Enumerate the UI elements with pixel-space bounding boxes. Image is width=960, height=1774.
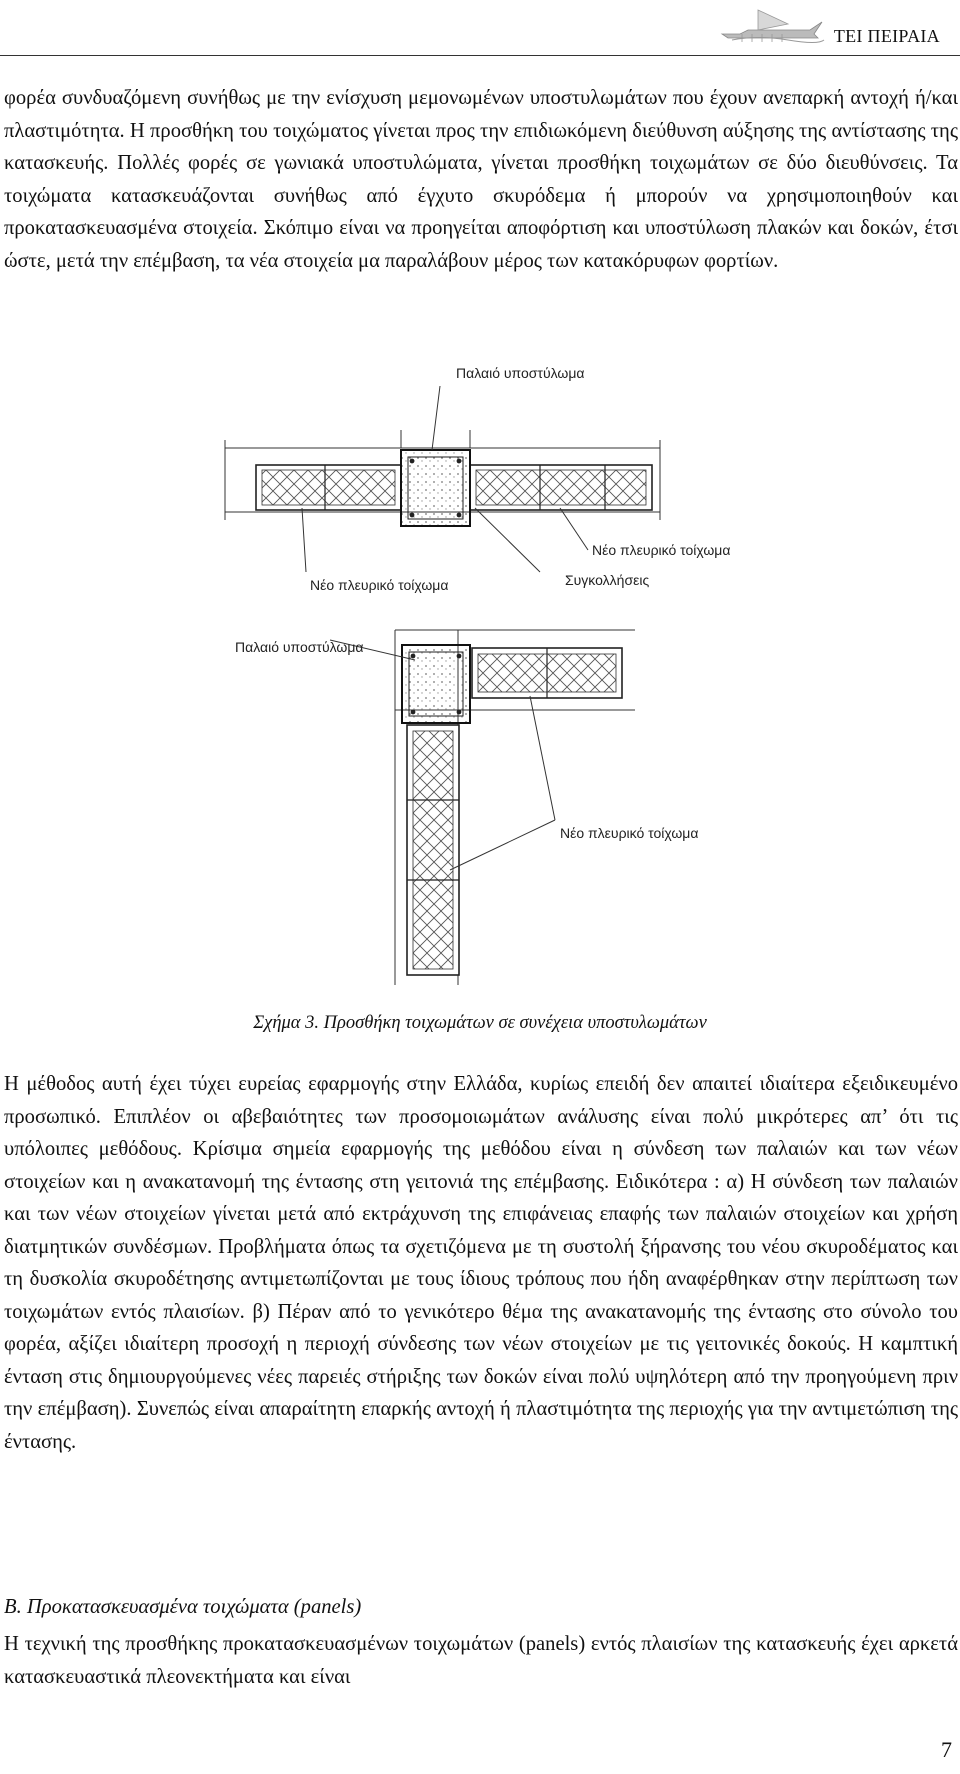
section-heading-b: Β. Προκατασκευασμένα τοιχώματα (panels) (4, 1596, 362, 1618)
paragraph-1: φορέα συνδυαζόμενη συνήθως με την ενίσχυση μεμονωμένων υποστυλωμάτων που έχουν ανεπαρκή αντοχή ή/και πλαστιμότητα. Η προσθήκη του τοιχώματος γίνεται προς την επιδιωκόμενη διεύθυνση αύξησης της αντίστασης της κατασκευής. Πολλές φορές σε γωνιακά υποστυλώματα, γίνεται προσθήκη τοιχωμάτων σε δύο διευθύνσεις. Τα τοιχώματα κατασκευάζονται συνήθως από έγχυτο σκυρόδεμα ή μπορούν να χρησιμοποιηθούν και προκατασκευασμένα στοιχεία. Σκόπιμο είναι να προηγείται αποφόρτιση και υποστύλωση πλακών και δοκών, έτσι ώστε, μετά την επέμβαση, τα νέα στοιχεία μα παραλάβουν μέρος των κατακόρυφων φορτίων. (4, 87, 958, 272)
label-old-column-top: Παλαιό υποστύλωμα (456, 365, 585, 381)
ship-logo-icon (718, 4, 828, 44)
institution-title: ΤΕΙ ΠΕΙΡΑΙΑ (833, 26, 940, 46)
bottom-plan-diagram (235, 630, 698, 985)
figure-caption: Σχήμα 3. Προσθήκη τοιχωμάτων σε συνέχεια υποστυλωμάτων (253, 1013, 707, 1033)
label-welds: Συγκολλήσεις (565, 572, 650, 588)
label-new-wall-right: Νέο πλευρικό τοίχωμα (592, 542, 731, 558)
label-new-wall-left: Νέο πλευρικό τοίχωμα (310, 577, 449, 593)
wall-addition-diagram (0, 365, 960, 1000)
page-number: 7 (941, 1737, 952, 1762)
label-new-wall-bottom: Νέο πλευρικό τοίχωμα (560, 825, 699, 841)
paragraph-2: Η μέθοδος αυτή έχει τύχει ευρείας εφαρμογής στην Ελλάδα, κυρίως επειδή δεν απαιτεί ιδιαίτερα εξειδικευμένο προσωπικό. Επιπλέον οι αβεβαιότητες των προσομοιωμάτων ανάλυσης είναι πολύ μικρότερες απ’ ότι τις υπόλοιπες μεθόδους. Κρίσιμα σημεία εφαρμογής της μεθόδου είναι η σύνδεση των παλαιών και των νέων στοιχείων και η ανακατανομή της έντασης στη γειτονιά της επέμβασης. Ειδικότερα : α) Η σύνδεση των παλαιών και των νέων στοιχείων γίνεται μετά από εκτράχυνση της επιφάνειας επαφής των παλαιών στοιχείων και χρήση διατμητικών συνδέσμων. Προβλήματα όπως τα σχετιζόμενα με τη συστολή ξήρανσης του νέου σκυροδέματος και τη δυσκολία σκυροδέτησης αντιμετωπίζονται με τους ίδιους τρόπους που ήδη αναφέρθηκαν στην περίπτωση των τοιχωμάτων εντός πλαισίων. β) Πέραν από το γενικότερο θέμα της ανακατανομής της έντασης στο σύνολο του φορέα, αξίζει ιδιαίτερη προσοχή η περιοχή σύνδεσης των νέων στοιχείων με τις γειτονικές δοκούς. Η καμπτική ένταση στις δημιουργούμενες νέες παρειές στήριξης των δοκών είναι πολύ υψηλότερη από την προηγούμενη πριν την επέμβαση). Συνεπώς είναι απαραίτητη επαρκής αντοχή ή πλαστιμότητα της περιοχής για την αντιμετώπιση της έντασης. (4, 1073, 958, 1453)
paragraph-3: Η τεχνική της προσθήκης προκατασκευασμένων τοιχωμάτων (panels) εντός πλαισίων της κατασκευής έχει αρκετά κατασκευαστικά πλεονεκτήματα και είναι (4, 1633, 958, 1688)
page-header (0, 0, 960, 62)
header-divider (0, 55, 960, 56)
figure-wall-addition (0, 365, 960, 1000)
label-old-column-bottom: Παλαιό υποστύλωμα (235, 639, 364, 655)
top-plan-diagram (225, 365, 730, 593)
